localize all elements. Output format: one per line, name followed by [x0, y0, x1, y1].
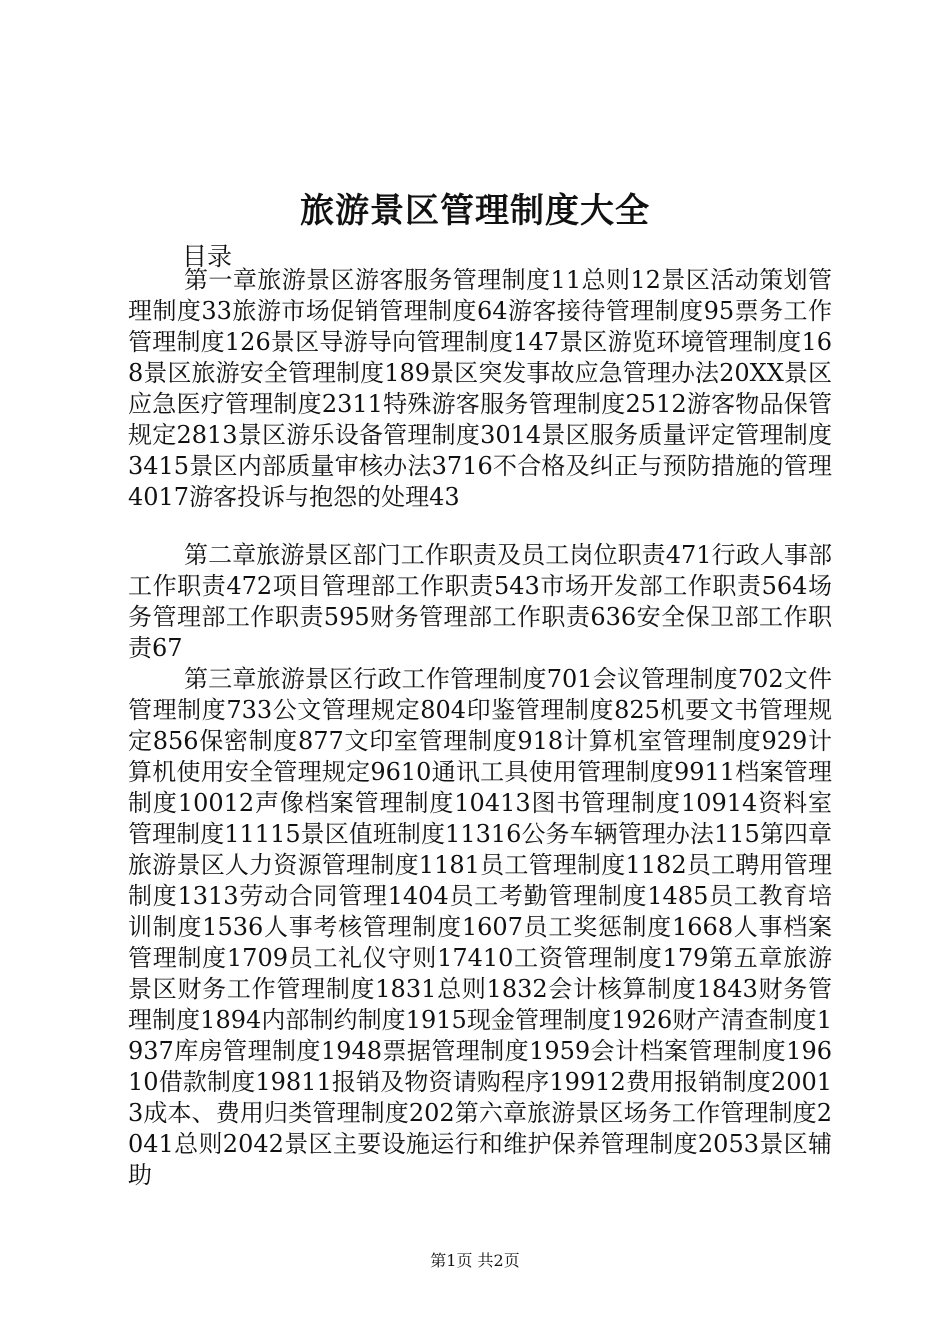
toc-label: 目录	[182, 242, 233, 271]
toc-paragraph-chapter-2: 第二章旅游景区部门工作职责及员工岗位职责471行政人事部工作职责472项目管理部工作职责543市场开发部工作职责564场务管理部工作职责595财务管理部工作职责636安全保卫部工作职责67	[128, 541, 832, 662]
page-footer: 第1页 共2页	[430, 1251, 520, 1270]
document-title: 旅游景区管理制度大全	[300, 191, 650, 231]
toc-paragraph-chapter-3: 第三章旅游景区行政工作管理制度701会议管理制度702文件管理制度733公文管理规定804印鉴管理制度825机要文书管理规定856保密制度877文印室管理制度918计算机室管理制度929计算机使用安全管理规定9610通讯工具使用管理制度9911档案管理制度10012声像档案管理制度10413图书管理制度10914资料室管理制度11115景区值班制度11316公务车辆管理办法115第四章旅游景区人力资源管理制度1181员工管理制度1182员工聘用管理制度1313劳动合同管理1404员工考勤管理制度1485员工教育培训制度1536人事考核管理制度1607员工奖惩制度1668人事档案管理制度1709员工礼仪守则17410工资管理制度179第五章旅游景区财务工作管理制度1831总则1832会计核算制度1843财务管理制度1894内部制约制度1915现金管理制度1926财产清查制度1937库房管理制度1948票据管理制度1959会计档案管理制度19610借款制度19811报销及物资请购程序19912费用报销制度20013成本、费用归类管理制度202第六章旅游景区场务工作管理制度2041总则2042景区主要设施运行和维护保养管理制度2053景区辅助	[128, 665, 832, 1189]
toc-paragraph-chapter-1: 第一章旅游景区游客服务管理制度11总则12景区活动策划管理制度33旅游市场促销管理制度64游客接待管理制度95票务工作管理制度126景区导游导向管理制度147景区游览环境管理制度168景区旅游安全管理制度189景区突发事故应急管理办法20XX景区应急医疗管理制度2311特殊游客服务管理制度2512游客物品保管规定2813景区游乐设备管理制度3014景区服务质量评定管理制度3415景区内部质量审核办法3716不合格及纠正与预防措施的管理4017游客投诉与抱怨的处理43	[128, 266, 832, 511]
